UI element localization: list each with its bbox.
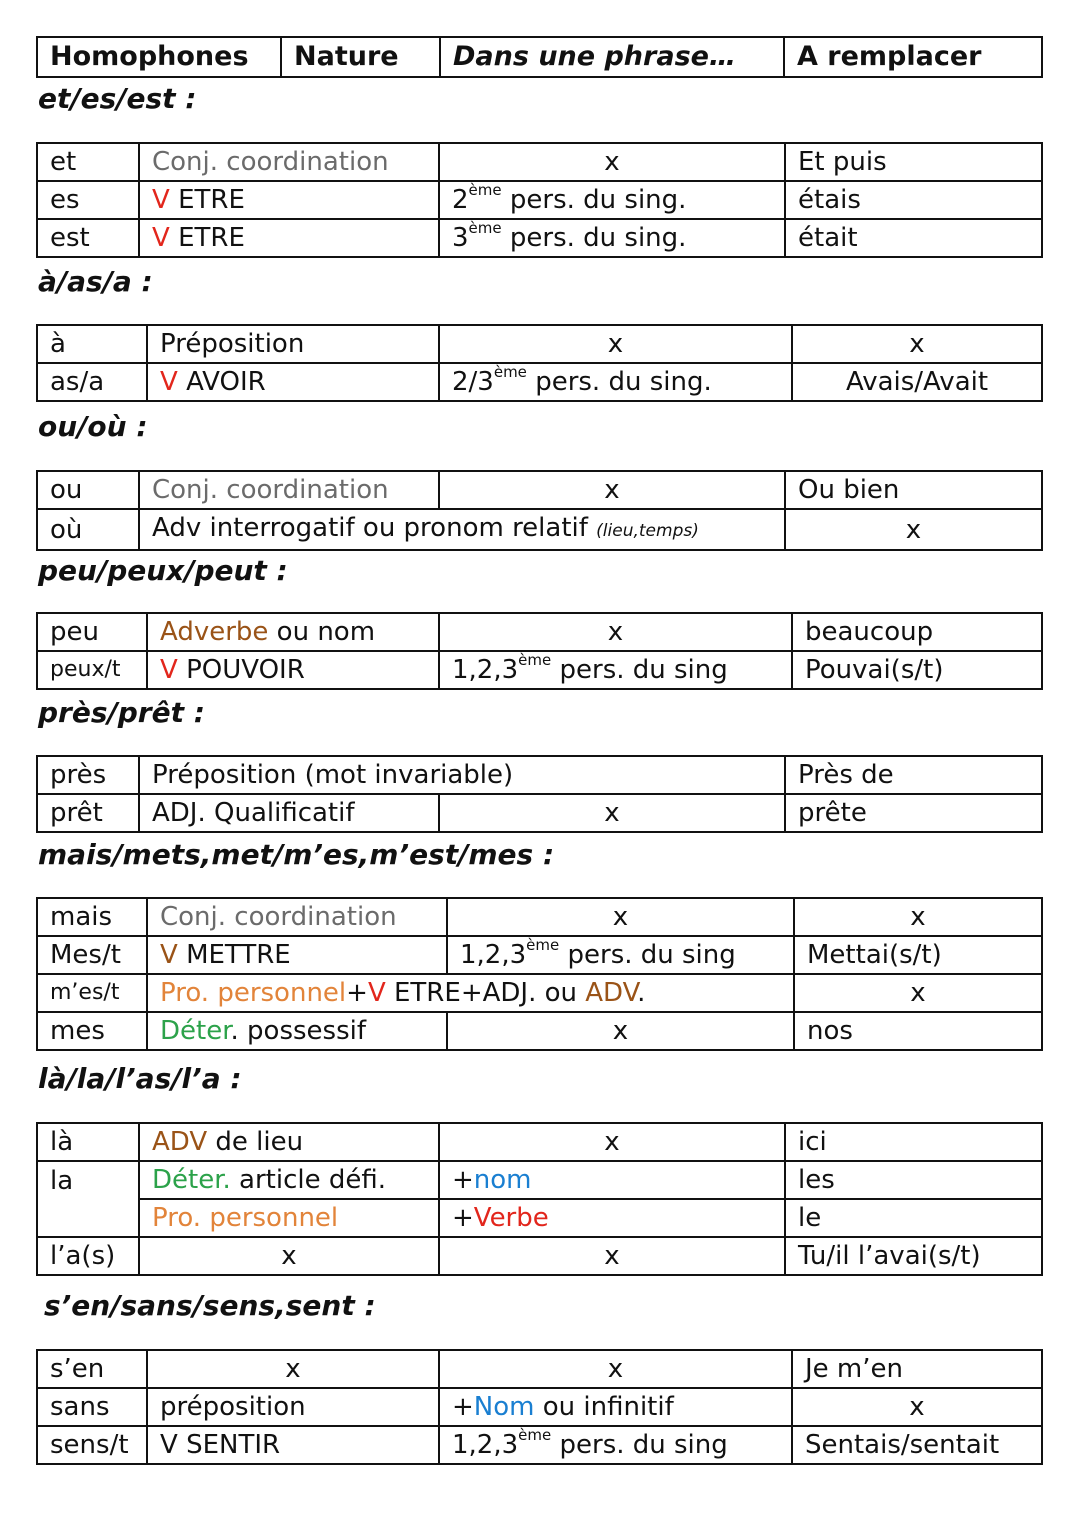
table-ou bbox=[36, 470, 1043, 551]
plus-sign: + bbox=[346, 978, 368, 1008]
phrase: x bbox=[439, 1123, 785, 1161]
verb-label: Verbe bbox=[473, 1203, 549, 1233]
table-row bbox=[37, 219, 1042, 257]
nature bbox=[147, 1012, 447, 1050]
plus-sign: + bbox=[452, 1392, 474, 1422]
person-number: 3 bbox=[452, 223, 469, 253]
section-title-a: à/as/a : bbox=[38, 265, 153, 298]
table-row bbox=[37, 1237, 1042, 1275]
header-table bbox=[36, 36, 1043, 78]
verb-name: ETRE bbox=[178, 185, 245, 215]
table-row bbox=[37, 143, 1042, 181]
replacement: ici bbox=[785, 1123, 1042, 1161]
homophone: là bbox=[37, 1123, 139, 1161]
homophone: près bbox=[37, 756, 139, 794]
verb-name: POUVOIR bbox=[186, 655, 305, 685]
phrase bbox=[439, 651, 792, 689]
phrase: x bbox=[439, 794, 785, 832]
table-mais bbox=[36, 897, 1043, 1051]
nature: x bbox=[139, 1237, 439, 1275]
nature: Préposition (mot invariable) bbox=[139, 756, 785, 794]
phrase: x bbox=[439, 613, 792, 651]
table-row bbox=[37, 613, 1042, 651]
homophone: peu bbox=[37, 613, 147, 651]
person-number: 2 bbox=[452, 185, 469, 215]
homophone bbox=[37, 1199, 139, 1237]
replacement: x bbox=[794, 974, 1042, 1012]
table-row bbox=[37, 1123, 1042, 1161]
verb-name: SENTIR bbox=[186, 1430, 281, 1460]
verb-marker: V bbox=[160, 367, 178, 397]
homophone: s’en bbox=[37, 1350, 147, 1388]
noun-label: Nom bbox=[473, 1392, 535, 1422]
section-title-mais: mais/mets,met/m’es,m’est/mes : bbox=[38, 838, 555, 871]
replacement: prête bbox=[785, 794, 1042, 832]
table-row bbox=[37, 1199, 1042, 1237]
table-row bbox=[37, 1426, 1042, 1464]
adverb-label: ADV bbox=[585, 978, 638, 1008]
superscript: ème bbox=[518, 1426, 552, 1445]
homophone: et bbox=[37, 143, 139, 181]
person-number: 1,2,3 bbox=[452, 655, 519, 685]
nature: Conj. coordination bbox=[139, 143, 439, 181]
section-title-pres: près/prêt : bbox=[38, 696, 205, 729]
replacement: étais bbox=[785, 181, 1042, 219]
adj-text: +ADJ. ou bbox=[460, 978, 577, 1008]
nature: ADJ. Qualificatif bbox=[139, 794, 439, 832]
header-nature: Nature bbox=[281, 37, 440, 77]
pronoun-label: Pro. personnel bbox=[160, 978, 347, 1008]
table-row bbox=[37, 974, 1042, 1012]
phrase: x bbox=[439, 1350, 792, 1388]
determiner-label: Déter. bbox=[152, 1165, 231, 1195]
person-text: pers. du sing. bbox=[535, 367, 712, 397]
replacement: Ou bien bbox=[785, 471, 1042, 509]
replacement: x bbox=[792, 325, 1042, 363]
table-row bbox=[37, 181, 1042, 219]
homophone: à bbox=[37, 325, 147, 363]
replacement: Tu/il l’avai(s/t) bbox=[785, 1237, 1042, 1275]
homophone: où bbox=[37, 509, 139, 550]
nature bbox=[147, 936, 447, 974]
verb-name: AVOIR bbox=[186, 367, 266, 397]
section-title-ou: ou/où : bbox=[38, 410, 148, 443]
nature: x bbox=[147, 1350, 439, 1388]
nature: Conj. coordination bbox=[147, 898, 447, 936]
verb-marker: V bbox=[160, 655, 178, 685]
header-phrase: Dans une phrase… bbox=[440, 37, 784, 77]
nature bbox=[139, 509, 785, 550]
nature-text: Adv interrogatif ou pronom relatif bbox=[152, 513, 588, 543]
verb-name: METTRE bbox=[186, 940, 291, 970]
table-row bbox=[37, 794, 1042, 832]
homophone: l’a(s) bbox=[37, 1237, 139, 1275]
table-row bbox=[37, 1350, 1042, 1388]
table-row bbox=[37, 325, 1042, 363]
replacement: Et puis bbox=[785, 143, 1042, 181]
replacement: le bbox=[785, 1199, 1042, 1237]
header-row bbox=[37, 37, 1042, 77]
replacement: x bbox=[794, 898, 1042, 936]
table-peu bbox=[36, 612, 1043, 690]
verb-marker: V bbox=[152, 223, 170, 253]
homophone: la bbox=[37, 1161, 139, 1199]
phrase bbox=[439, 1388, 792, 1426]
phrase bbox=[439, 181, 785, 219]
homophone: as/a bbox=[37, 363, 147, 401]
adverb-label: Adverbe bbox=[160, 617, 269, 647]
nature: Pro. personnel bbox=[139, 1199, 439, 1237]
replacement: beaucoup bbox=[792, 613, 1042, 651]
nature bbox=[139, 219, 439, 257]
table-row bbox=[37, 471, 1042, 509]
phrase bbox=[439, 363, 792, 401]
nature-text: . possessif bbox=[230, 1016, 367, 1046]
table-row bbox=[37, 1388, 1042, 1426]
nature-note: (lieu,temps) bbox=[596, 521, 699, 541]
superscript: ème bbox=[493, 363, 527, 382]
table-row bbox=[37, 898, 1042, 936]
homophone: prêt bbox=[37, 794, 139, 832]
nature-text: de lieu bbox=[215, 1127, 304, 1157]
homophone: peux/t bbox=[37, 651, 147, 689]
phrase: x bbox=[439, 1237, 785, 1275]
phrase bbox=[439, 1199, 785, 1237]
person-text: pers. du sing bbox=[567, 940, 736, 970]
phrase: x bbox=[439, 471, 785, 509]
determiner-label: Déter bbox=[160, 1016, 231, 1046]
person-text: pers. du sing. bbox=[509, 223, 687, 253]
superscript: ème bbox=[526, 936, 560, 955]
replacement: était bbox=[785, 219, 1042, 257]
table-row bbox=[37, 1012, 1042, 1050]
verb-marker: V bbox=[160, 940, 178, 970]
phrase bbox=[447, 936, 794, 974]
nature: Conj. coordination bbox=[139, 471, 439, 509]
section-title-sen: s’en/sans/sens,sent : bbox=[44, 1289, 376, 1322]
nature bbox=[139, 1123, 439, 1161]
person-number: 2/3 bbox=[452, 367, 494, 397]
nature: Préposition bbox=[147, 325, 439, 363]
phrase: x bbox=[439, 325, 792, 363]
plus-sign: + bbox=[452, 1203, 474, 1233]
section-title-la: là/la/l’as/l’a : bbox=[38, 1062, 242, 1095]
table-row bbox=[37, 936, 1042, 974]
person-text: pers. du sing bbox=[559, 1430, 728, 1460]
phrase: x bbox=[447, 898, 794, 936]
replacement: Mettai(s/t) bbox=[794, 936, 1042, 974]
phrase-text: ou infinitif bbox=[542, 1392, 674, 1422]
superscript: ème bbox=[468, 219, 502, 238]
replacement: x bbox=[792, 1388, 1042, 1426]
replacement: Sentais/sentait bbox=[792, 1426, 1042, 1464]
homophone: sans bbox=[37, 1388, 147, 1426]
homophone: est bbox=[37, 219, 139, 257]
verb-name: ETRE bbox=[178, 223, 245, 253]
nature bbox=[147, 613, 439, 651]
verb-marker: V bbox=[152, 185, 170, 215]
noun-label: nom bbox=[473, 1165, 532, 1195]
replacement: Pouvai(s/t) bbox=[792, 651, 1042, 689]
superscript: ème bbox=[468, 181, 502, 200]
plus-sign: + bbox=[452, 1165, 474, 1195]
table-row bbox=[37, 1161, 1042, 1199]
adverb-label: ADV bbox=[152, 1127, 208, 1157]
homophone: m’es/t bbox=[37, 974, 147, 1012]
section-title-peu: peu/peux/peut : bbox=[38, 554, 288, 587]
nature bbox=[139, 181, 439, 219]
person-number: 1,2,3 bbox=[452, 1430, 519, 1460]
table-row bbox=[37, 363, 1042, 401]
replacement: Avais/Avait bbox=[792, 363, 1042, 401]
nature: préposition bbox=[147, 1388, 439, 1426]
nature-text: ou nom bbox=[276, 617, 376, 647]
table-sen bbox=[36, 1349, 1043, 1465]
replacement: nos bbox=[794, 1012, 1042, 1050]
verb-marker: V bbox=[160, 1430, 178, 1460]
replacement: Près de bbox=[785, 756, 1042, 794]
verb-name: ETRE bbox=[394, 978, 461, 1008]
replacement: Je m’en bbox=[792, 1350, 1042, 1388]
nature bbox=[147, 651, 439, 689]
table-et bbox=[36, 142, 1043, 258]
nature-text: article défi. bbox=[239, 1165, 387, 1195]
table-la bbox=[36, 1122, 1043, 1276]
homophone: es bbox=[37, 181, 139, 219]
superscript: ème bbox=[518, 651, 552, 670]
table-row bbox=[37, 509, 1042, 550]
replacement: les bbox=[785, 1161, 1042, 1199]
table-row bbox=[37, 756, 1042, 794]
phrase bbox=[439, 219, 785, 257]
nature bbox=[147, 974, 794, 1012]
period: . bbox=[637, 978, 646, 1008]
homophone: sens/t bbox=[37, 1426, 147, 1464]
homophone: Mes/t bbox=[37, 936, 147, 974]
homophone: mais bbox=[37, 898, 147, 936]
nature bbox=[147, 1426, 439, 1464]
phrase: x bbox=[439, 143, 785, 181]
phrase bbox=[439, 1426, 792, 1464]
section-title-et: et/es/est : bbox=[38, 82, 197, 115]
table-pres bbox=[36, 755, 1043, 833]
header-homophones: Homophones bbox=[37, 37, 281, 77]
table-row bbox=[37, 651, 1042, 689]
nature bbox=[147, 363, 439, 401]
header-replace: A remplacer bbox=[784, 37, 1042, 77]
replacement: x bbox=[785, 509, 1042, 550]
phrase bbox=[439, 1161, 785, 1199]
person-text: pers. du sing. bbox=[509, 185, 687, 215]
nature bbox=[139, 1161, 439, 1199]
verb-marker: V bbox=[367, 978, 386, 1008]
phrase: x bbox=[447, 1012, 794, 1050]
table-a bbox=[36, 324, 1043, 402]
homophone: ou bbox=[37, 471, 139, 509]
person-text: pers. du sing bbox=[559, 655, 728, 685]
homophone: mes bbox=[37, 1012, 147, 1050]
person-number: 1,2,3 bbox=[460, 940, 527, 970]
